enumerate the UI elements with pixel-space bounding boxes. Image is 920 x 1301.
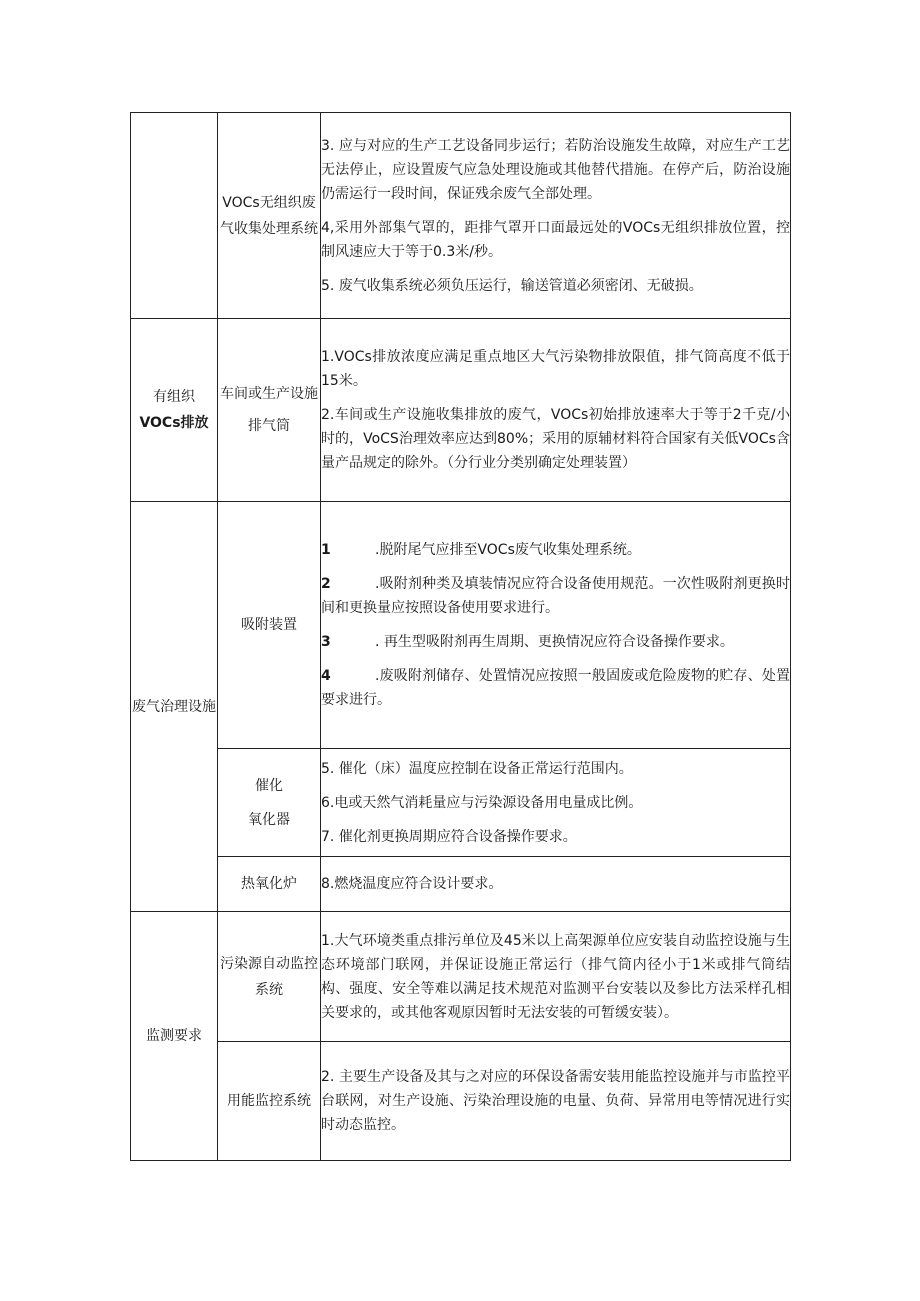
requirement-cell xyxy=(321,113,791,319)
requirement-item: 7. 催化剂更换周期应符合设备操作要求。 xyxy=(321,828,577,845)
table-row xyxy=(131,502,791,749)
category-cell: 监测要求 xyxy=(131,912,218,1161)
subcategory-cell: 车间或生产设施 排气筒 xyxy=(218,319,321,502)
requirement-cell xyxy=(321,1042,791,1161)
subcategory-cell: 吸附装置 xyxy=(218,502,321,749)
table-row xyxy=(131,857,791,912)
requirement-cell xyxy=(321,749,791,857)
subcategory-cell: VOCs无组织废气收集处理系统 xyxy=(218,113,321,319)
requirement-item: 2. 主要生产设备及其与之对应的环保设备需安装用能监控设施并与市监控平台联网，对生产设施、污染治理设施的电量、负荷、异常用电等情况进行实时动态监控。 xyxy=(321,1069,790,1133)
requirements-table xyxy=(130,112,791,1161)
subcategory-cell: 污染源自动监控系统 xyxy=(218,912,321,1042)
requirement-item: 1.大气环境类重点排污单位及45米以上高架源单位应安装自动监控设施与生态环境部门联网，并保证设施正常运行（排气筒内径小于1米或排气筒结构、强度、安全等难以满足技术规范对监测平台安装以及参比方法采样孔相关要求的，或其他客观原因暂时无法安装的可暂缓安装）。 xyxy=(321,932,790,1021)
subcategory-cell: 催化 氧化器 xyxy=(218,749,321,857)
requirement-item: 4,采用外部集气罩的，距排气罩开口面最远处的VOCs无组织排放位置，控制风速应大于等于0.3米/秒。 xyxy=(321,219,790,260)
table-row xyxy=(131,113,791,319)
requirement-item: 2 .吸附剂种类及填装情况应符合设备使用规范。一次性吸附剂更换时间和更换量应按照设备使用要求进行。 xyxy=(321,576,790,616)
requirement-item: 3 . 再生型吸附剂再生周期、更换情况应符合设备操作要求。 xyxy=(321,634,734,650)
requirement-item: 3. 应与对应的生产工艺设备同步运行；若防治设施发生故障，对应生产工艺无法停止，应设置废气应急处理设施或其他替代措施。在停产后，防治设施仍需运行一段时间，保证残余废气全部处理。 xyxy=(321,137,790,202)
requirement-item: 8.燃烧温度应符合设计要求。 xyxy=(321,876,503,892)
requirement-cell xyxy=(321,319,791,502)
requirement-item: 5. 催化（床）温度应控制在设备正常运行范围内。 xyxy=(321,760,633,777)
requirement-item: 4 .废吸附剂储存、处置情况应按照一般固废或危险废物的贮存、处置要求进行。 xyxy=(321,668,790,708)
requirement-item: 1 .脱附尾气应排至VOCs废气收集处理系统。 xyxy=(321,542,641,558)
category-cell: 有组织 VOCs排放 xyxy=(131,319,218,502)
requirement-cell xyxy=(321,502,791,749)
requirement-cell xyxy=(321,912,791,1042)
table-row xyxy=(131,1042,791,1161)
requirement-item: 5. 废气收集系统必须负压运行，输送管道必须密闭、无破损。 xyxy=(321,277,703,294)
subcategory-cell: 热氧化炉 xyxy=(218,857,321,912)
category-cell: 废气治理设施 xyxy=(131,502,218,912)
requirement-item: 6.电或天然气消耗量应与污染源设备用电量成比例。 xyxy=(321,794,643,811)
category-cell-empty xyxy=(131,113,218,319)
subcategory-cell: 用能监控系统 xyxy=(218,1042,321,1161)
table-row xyxy=(131,912,791,1042)
requirement-item: 1.VOCs排放浓度应满足重点地区大气污染物排放限值，排气筒高度不低于15米。 xyxy=(321,349,790,389)
requirement-item: 2.车间或生产设施收集排放的废气，VOCs初始排放速率大于等于2千克/小时的，VoCS治理效率应达到80%；采用的原辅材料符合国家有关低VOCs含量产品规定的除外。（分行业分类别确定处理装置） xyxy=(321,407,790,471)
table-row xyxy=(131,749,791,857)
table-row xyxy=(131,319,791,502)
requirement-cell xyxy=(321,857,791,912)
